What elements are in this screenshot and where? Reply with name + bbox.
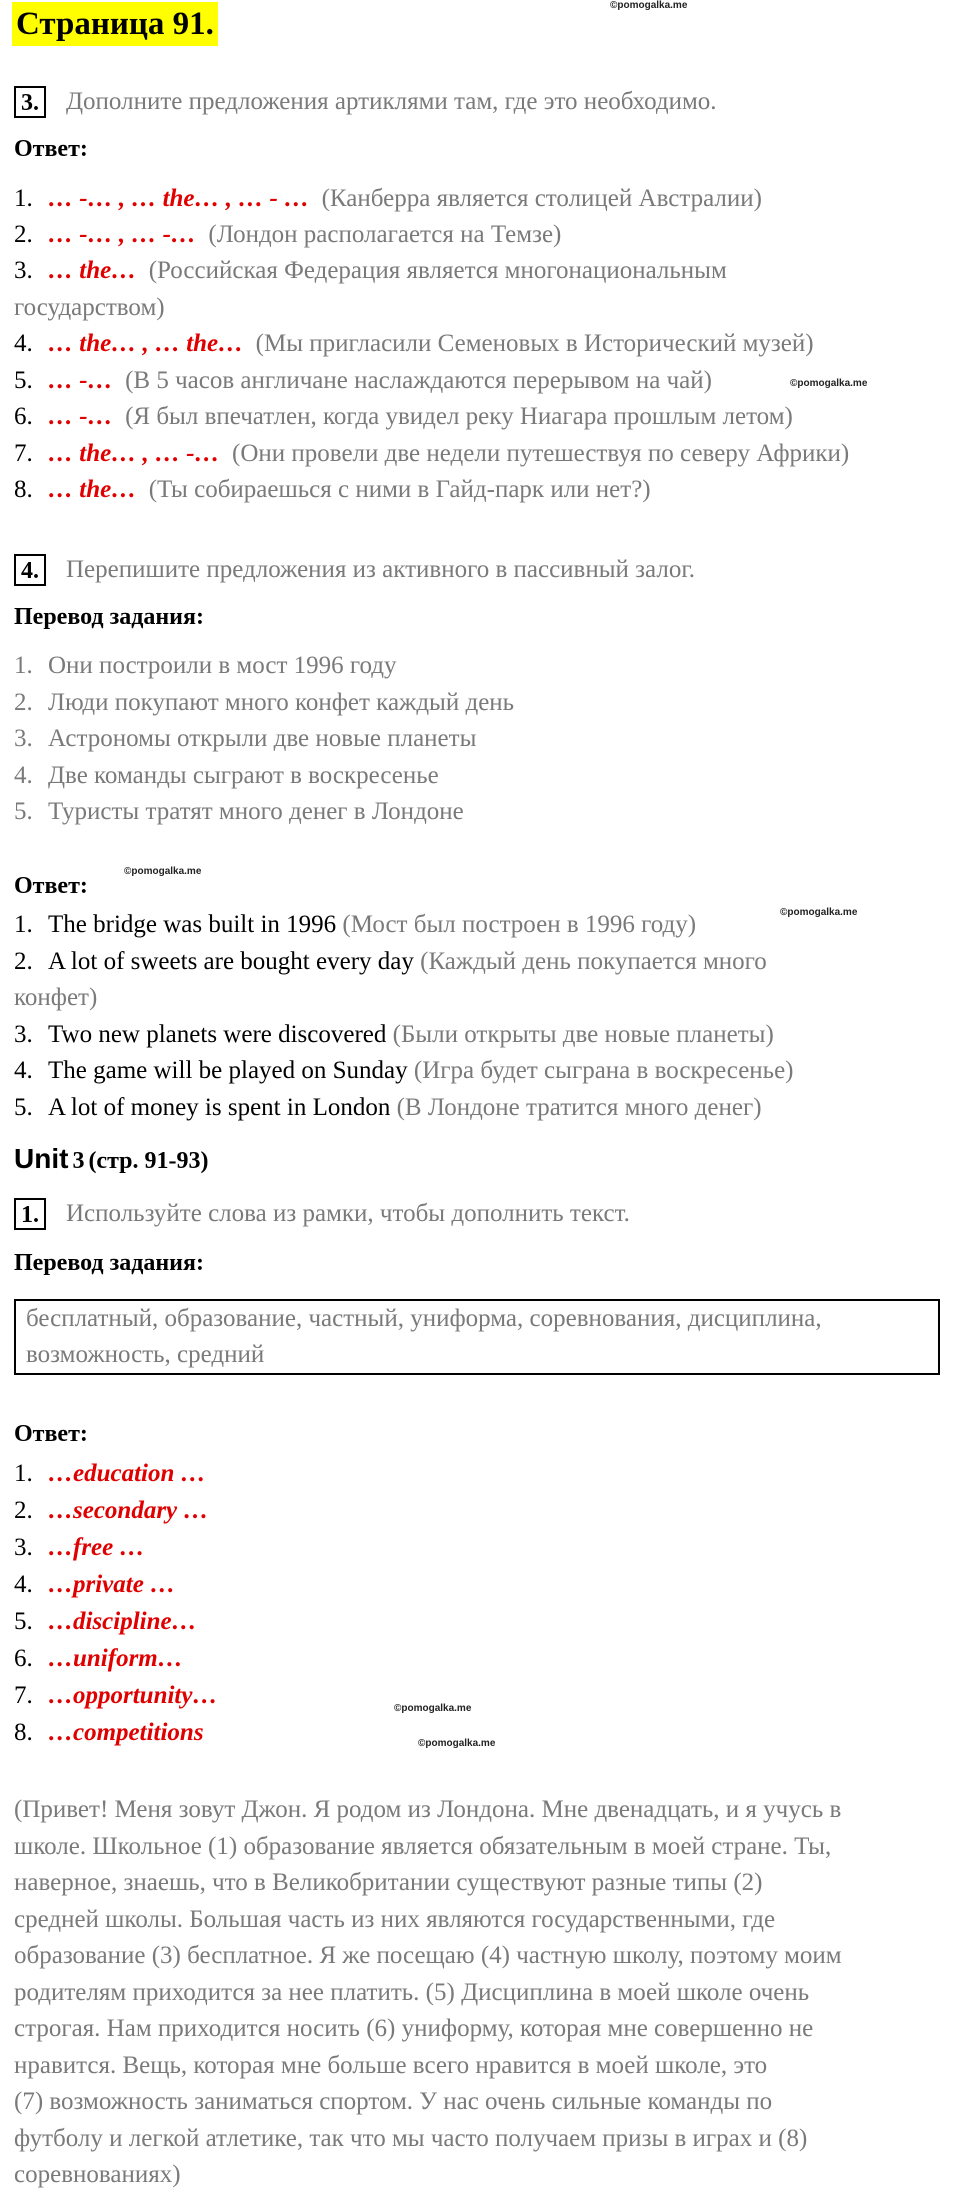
item-answer: … -… , … the… , … - …: [48, 185, 310, 212]
task1-answer: [14, 1571, 175, 1599]
item-number: 2.: [14, 689, 33, 716]
task4-header: [14, 554, 695, 586]
paragraph-line: образование (3) бесплатное. Я же посещаю (4) частную школу, поэтому моим: [14, 1942, 842, 1969]
item-answer: … the…: [48, 476, 137, 503]
item-answer: …competitions: [48, 1719, 204, 1746]
task4-answer: [14, 1094, 762, 1122]
item-answer: … -…: [48, 403, 113, 430]
item-text: Астрономы открыли две новые планеты: [48, 725, 477, 752]
task1-instruction: Используйте слова из рамки, чтобы дополнить текст.: [66, 1200, 630, 1227]
task3-item: [14, 221, 561, 249]
unit-number: 3: [72, 1148, 85, 1174]
task1-answer: [14, 1682, 217, 1710]
answer-english: Two new planets were discovered: [48, 1021, 387, 1048]
task4-number: 4.: [14, 554, 46, 586]
item-number: 4.: [14, 330, 33, 357]
watermark: ©pomogalka.me: [394, 1703, 472, 1714]
item-answer: …private …: [48, 1571, 176, 1598]
story-paragraph: [14, 1792, 954, 2194]
answer-translation: (Игра будет сыграна в воскресенье): [413, 1057, 794, 1084]
item-number: 1.: [14, 652, 33, 679]
item-number: 4.: [14, 762, 33, 789]
item-number: 2.: [14, 948, 33, 975]
answer-translation: (Были открыты две новые планеты): [392, 1021, 774, 1048]
item-number: 1.: [14, 185, 33, 212]
item-number: 5.: [14, 1608, 33, 1635]
paragraph-line: школе. Школьное (1) образование является обязательным в моей стране. Ты,: [14, 1832, 832, 1860]
item-text: Они построили в мост 1996 году: [48, 652, 397, 679]
answer-translation: (Каждый день покупается много: [420, 948, 767, 975]
task4-answer-label: Ответ:: [14, 873, 88, 899]
task4-answer: [14, 1057, 794, 1085]
task4-answer: [14, 1021, 774, 1049]
item-number: 5.: [14, 367, 33, 394]
item-number: 8.: [14, 476, 33, 503]
item-number: 7.: [14, 1682, 33, 1709]
item-number: 3.: [14, 725, 33, 752]
word-box-line: возможность, средний: [26, 1341, 265, 1368]
item-number: 7.: [14, 440, 33, 467]
item-translation: (Канберра является столицей Австралии): [321, 185, 762, 212]
task3-item: [14, 440, 849, 468]
task3-item: [14, 367, 712, 395]
task1-answer: [14, 1497, 208, 1525]
task1-answer: [14, 1608, 197, 1636]
task3-instruction: Дополните предложения артиклями там, где это необходимо.: [66, 88, 717, 115]
task4-translation-item: [14, 762, 439, 790]
item-number: 3.: [14, 1021, 33, 1048]
task4-answer: [14, 911, 696, 939]
item-answer: … the…: [48, 257, 137, 284]
item-number: 3.: [14, 257, 33, 284]
task3-answer-label: Ответ:: [14, 136, 88, 162]
paragraph-line: наверное, знаешь, что в Великобритании существуют разные типы (2): [14, 1869, 763, 1896]
task3-item: [14, 476, 651, 504]
task1-answer: [14, 1719, 204, 1747]
task4-translation-item: [14, 725, 476, 753]
item-translation: (Мы пригласили Семеновых в Исторический музей): [255, 330, 814, 357]
task3-item: [14, 403, 793, 431]
watermark: ©pomogalka.me: [418, 1738, 496, 1749]
item-answer: … the… , … -…: [48, 440, 220, 467]
task4-translation-label: Перевод задания:: [14, 604, 204, 630]
item-translation: (Лондон располагается на Темзе): [208, 221, 562, 248]
paragraph-line: родителям приходится за нее платить. (5) Дисциплина в моей школе очень: [14, 1978, 810, 2006]
unit-title: Unit: [14, 1143, 69, 1174]
item-translation: (Ты собираешься с ними в Гайд-парк или нет?): [148, 476, 651, 503]
paragraph-line: (7) возможность заниматься спортом. У нас очень сильные команды по: [14, 2088, 773, 2115]
task3-header: [14, 86, 717, 118]
item-answer: …uniform…: [48, 1645, 183, 1672]
paragraph-line: средней школы. Большая часть из них являются государственными, где: [14, 1905, 776, 1933]
item-number: 5.: [14, 1094, 33, 1121]
watermark: ©pomogalka.me: [610, 0, 688, 11]
paragraph-line: нравится. Вещь, которая мне больше всего нравится в моей школе, это: [14, 2051, 768, 2079]
item-text: Туристы тратят много денег в Лондоне: [48, 798, 464, 825]
unit-heading: [14, 1143, 209, 1175]
answer-english: A lot of money is spent in London: [48, 1094, 391, 1121]
paragraph-line: соревнованиях): [14, 2161, 181, 2188]
page-title: Страница 91.: [12, 2, 218, 46]
item-answer: … the… , … the…: [48, 330, 244, 357]
answer-translation: (Мост был построен в 1996 году): [342, 911, 697, 938]
item-answer: …opportunity…: [48, 1682, 218, 1709]
item-number: 1.: [14, 1460, 33, 1487]
task3-item: [14, 185, 762, 213]
unit-pages: (стр. 91-93): [88, 1148, 209, 1174]
answer-english: A lot of sweets are bought every day: [48, 948, 414, 975]
item-answer: … -…: [48, 367, 113, 394]
task3-item3-continuation: государством): [14, 294, 165, 321]
item-number: 6.: [14, 403, 33, 430]
watermark: ©pomogalka.me: [780, 907, 858, 918]
item-translation: (Они провели две недели путешествуя по северу Африки): [232, 440, 850, 467]
paragraph-line: футболу и легкой атлетике, так что мы часто получаем призы в играх и (8): [14, 2124, 808, 2152]
item-number: 5.: [14, 798, 33, 825]
paragraph-line: строгая. Нам приходится носить (6) униформу, которая мне совершенно не: [14, 2015, 814, 2042]
item-number: 2.: [14, 1497, 33, 1524]
watermark: ©pomogalka.me: [124, 866, 202, 877]
task3-number: 3.: [14, 86, 46, 118]
word-box: [14, 1299, 940, 1375]
item-number: 4.: [14, 1057, 33, 1084]
paragraph-line: (Привет! Меня зовут Джон. Я родом из Лондона. Мне двенадцать, и я учусь в: [14, 1796, 842, 1823]
answer-translation: (В Лондоне тратится много денег): [396, 1094, 762, 1121]
task4-answer: [14, 948, 767, 976]
item-number: 6.: [14, 1645, 33, 1672]
task3-item: [14, 257, 727, 285]
task1-answer: [14, 1460, 206, 1488]
item-answer: …secondary …: [48, 1497, 209, 1524]
item-answer: …discipline…: [48, 1608, 197, 1635]
task4-translation-item: [14, 652, 397, 680]
task1-answer: [14, 1645, 183, 1673]
item-answer: …education …: [48, 1460, 206, 1487]
task4-translation-item: [14, 689, 514, 717]
task1-answer-label: Ответ:: [14, 1421, 88, 1447]
answer-english: The bridge was built in 1996: [48, 911, 337, 938]
task3-item: [14, 330, 814, 358]
item-translation: (Российская Федерация является многонациональным: [148, 257, 727, 284]
item-number: 8.: [14, 1719, 33, 1746]
item-number: 2.: [14, 221, 33, 248]
item-number: 3.: [14, 1534, 33, 1561]
item-number: 4.: [14, 1571, 33, 1598]
item-answer: …free …: [48, 1534, 145, 1561]
task1-answer: [14, 1534, 145, 1562]
task1-number: 1.: [14, 1198, 46, 1230]
answer-english: The game will be played on Sunday: [48, 1057, 408, 1084]
task1-header: [14, 1198, 630, 1230]
task4-translation-item: [14, 798, 464, 826]
watermark: ©pomogalka.me: [790, 378, 868, 389]
item-text: Две команды сыграют в воскресенье: [48, 762, 439, 789]
item-number: 1.: [14, 911, 33, 938]
task4-answer2-continuation: конфет): [14, 984, 98, 1011]
task4-instruction: Перепишите предложения из активного в пассивный залог.: [66, 556, 696, 583]
item-translation: (Я был впечатлен, когда увидел реку Ниагара прошлым летом): [125, 403, 793, 430]
item-text: Люди покупают много конфет каждый день: [48, 689, 515, 716]
item-answer: … -… , … -…: [48, 221, 196, 248]
item-translation: (В 5 часов англичане наслаждаются перерывом на чай): [125, 367, 712, 394]
task1-translation-label: Перевод задания:: [14, 1250, 204, 1276]
word-box-line: бесплатный, образование, частный, униформа, соревнования, дисциплина,: [26, 1305, 822, 1332]
